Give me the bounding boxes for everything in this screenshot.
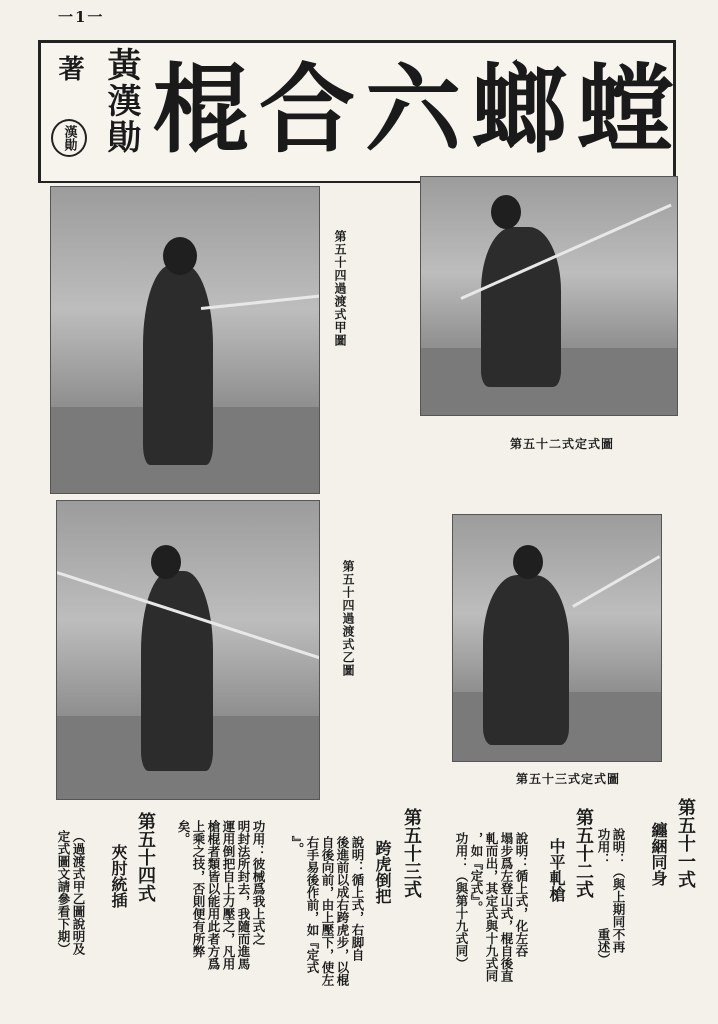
- section-53-name: 跨虎倒把: [373, 840, 392, 904]
- title-char: 螳: [577, 53, 673, 166]
- page-number: 一1一: [58, 8, 105, 26]
- title-char: 六: [365, 53, 461, 166]
- photo-fig-53: [452, 514, 662, 762]
- photo-fig-52: [420, 176, 678, 416]
- section-51-heading: 第五十一式: [675, 798, 696, 888]
- main-title: [153, 55, 673, 165]
- caption-fig-54-a: 第五十四過渡式甲圖: [333, 230, 347, 347]
- title-char: 螂: [471, 53, 567, 166]
- caption-fig-52: 第五十二式定式圖: [510, 437, 615, 451]
- section-54-heading: 第五十四式: [135, 812, 156, 902]
- section-52-text: 說明：循上式，化左吞 塌步爲左登山式，棍自後直 軋而出，其定式與十九式同 ，如『定式』。 功用：（與第十九式同）: [454, 832, 529, 982]
- section-52-heading: 第五十二式: [573, 808, 594, 898]
- section-51-name: 纏綑同身: [649, 822, 668, 886]
- photo-fig-54-a: [50, 186, 320, 494]
- section-53-text: 說明：循上式，右脚自 後進前以成右跨虎步，以棍 自後向前，由上壓下，使左 右手易後作前，如『定式 』。: [290, 836, 365, 986]
- section-53-heading: 第五十三式: [401, 808, 422, 898]
- author-name: 黃漢勛: [101, 47, 141, 155]
- title-char: 棍: [153, 53, 249, 166]
- title-char: 合: [259, 53, 355, 166]
- section-54-name: 夾肘統插: [109, 844, 128, 908]
- section-54-note: （過渡式甲乙圖說明及 定式圖文請參看下期）: [56, 830, 86, 955]
- caption-fig-54-b: 第五十四過渡式乙圖: [341, 560, 355, 677]
- title-banner: [38, 40, 676, 183]
- caption-fig-53: 第五十三式定式圖: [516, 772, 621, 786]
- section-52-name: 中平軋槍: [547, 838, 566, 902]
- photo-fig-54-b: [56, 500, 320, 800]
- section-53-use: 功用：彼械爲我上式之 明封法所封去，我隨而進馬 運用倒把自上力壓之，凡用 槍棍者類皆以能用此者方爲 上乘之技，否則便有所弊 矣。: [176, 820, 266, 970]
- author-label: 著: [54, 55, 84, 81]
- author-seal-icon: 漢勛: [51, 119, 87, 157]
- section-51-text: 說明：（與上期同不再 功用： 重述）: [596, 828, 626, 966]
